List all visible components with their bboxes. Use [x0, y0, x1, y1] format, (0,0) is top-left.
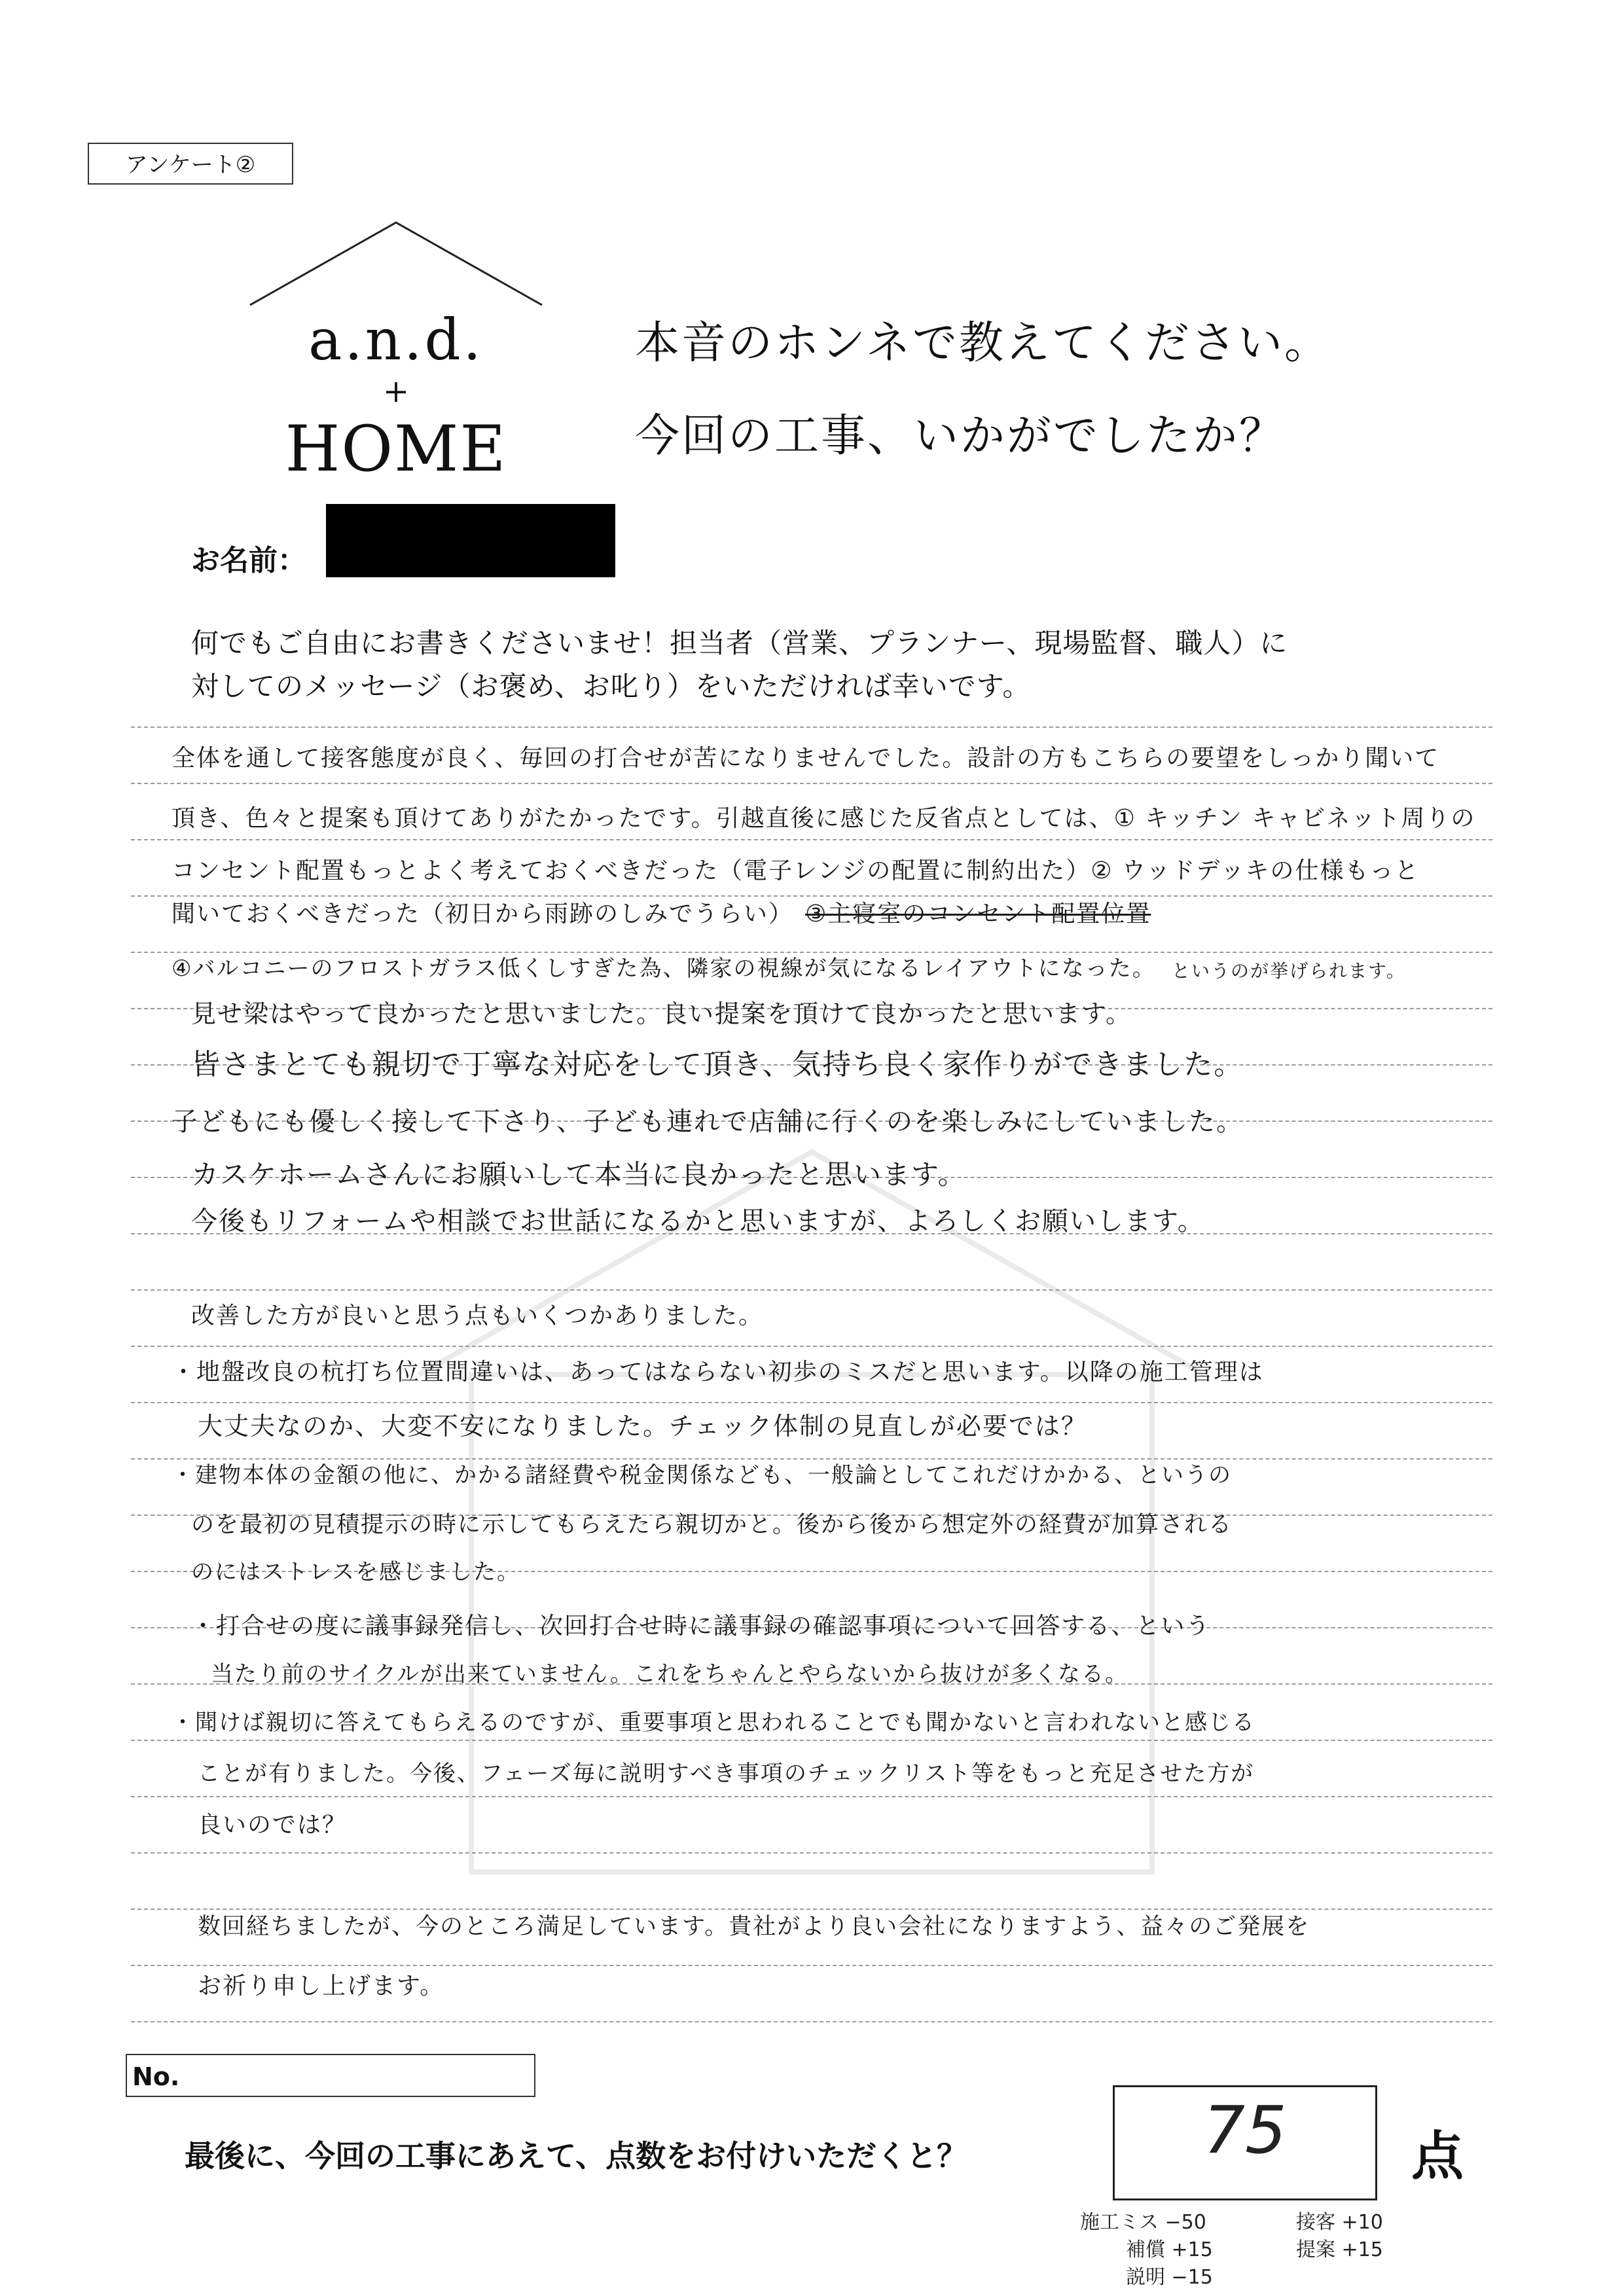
comment-struck-text: ③主寝室のコンセント配置位置: [805, 901, 1151, 927]
ruled-line: [131, 1289, 1492, 1291]
comment-line: コンセント配置もっとよく考えておくべきだった（電子レンジの配置に制約出た）② ウッドデッキの仕様もっと: [171, 857, 1420, 884]
ruled-line: [131, 1402, 1492, 1403]
comment-line: 子どもにも優しく接して下さり、子ども連れで店舗に行くのを楽しみにしていました。: [171, 1107, 1244, 1137]
comment-line: 頂き、色々と提案も頂けてありがたかったです。引越直後に感じた反省点としては、① キッチン キャビネット周りの: [171, 805, 1476, 832]
comment-line: 見せ梁はやって良かったと思いました。良い提案を頂けて良かったと思います。: [191, 999, 1132, 1028]
comment-line: 今後もリフォームや相談でお世話になるかと思いますが、よろしくお願いします。: [191, 1206, 1205, 1236]
comment-line: 聞いておくべきだった（初日から雨跡のしみでうらい）: [171, 901, 794, 927]
score-value: 75: [1203, 2092, 1287, 2168]
comment-line: カスケホームさんにお願いして本当に良かったと思います。: [191, 1158, 967, 1191]
score-unit: 点: [1411, 2126, 1464, 2187]
ruled-line: [131, 726, 1492, 728]
comment-line: 大丈夫なのか、大変不安になりました。チェック体制の見直しが必要では？: [198, 1412, 1087, 1441]
ruled-line: [131, 1852, 1492, 1854]
comment-line: 改善した方が良いと思う点もいくつかありました。: [191, 1302, 764, 1329]
headline-1: 本音のホンネで教えてください。: [635, 317, 1331, 369]
ruled-line: [131, 1346, 1492, 1347]
score-note: 補償 +15: [1126, 2238, 1213, 2261]
ruled-line: [131, 1796, 1492, 1797]
comment-line: 良いのでは？: [198, 1812, 348, 1839]
comment-line: のにはストレスを感じました。: [191, 1559, 520, 1585]
headline-2: 今回の工事、いかがでしたか？: [635, 410, 1286, 462]
score-note: 説明 −15: [1126, 2266, 1213, 2289]
logo-plus: +: [382, 373, 410, 410]
intro-line-2: 対してのメッセージ（お褒め、お叱り）をいただければ幸いです。: [191, 670, 1031, 702]
comment-line: のを最初の見積提示の時に示してもらえたら親切かと。後から後から想定外の経費が加算される: [191, 1512, 1233, 1538]
comment-line: ④バルコニーのフロストガラス低くしすぎた為、隣家の視線が気になるレイアウトになった。: [171, 956, 1156, 982]
final-question: 最後に、今回の工事にあえて、点数をお付けいただくと？: [185, 2138, 967, 2174]
intro-line-1: 何でもご自由にお書きくださいませ！担当者（営業、プランナー、現場監督、職人）に: [191, 627, 1288, 659]
score-note: 接客 +10: [1296, 2211, 1383, 2234]
comment-line: 皆さまとても親切で丁寧な対応をして頂き、気持ち良く家作りができました。: [191, 1048, 1244, 1081]
ruled-line: [131, 839, 1492, 840]
comment-line: ・地盤改良の杭打ち位置間違いは、あってはならない初歩のミスだと思います。以降の施工管理は: [171, 1359, 1264, 1386]
score-note: 提案 +15: [1296, 2238, 1383, 2261]
logo-roof-icon: [249, 219, 543, 310]
comment-line: ・打合せの度に議事録発信し、次回打合せ時に議事録の確認事項について回答する、という: [191, 1613, 1211, 1640]
name-label: お名前：: [191, 544, 306, 577]
comment-line: ことが有りました。今後、フェーズ毎に説明すべき事項のチェックリスト等をもっと充足させた方が: [198, 1761, 1255, 1787]
comment-line: 全体を通して接客態度が良く、毎回の打合せが苦になりませんでした。設計の方もこちらの要望をしっかり聞いて: [171, 745, 1440, 772]
comment-line: ・建物本体の金額の他に、かかる諸経費や税金関係なども、一般論としてこれだけかかる、というの: [171, 1462, 1232, 1488]
comment-line: 当たり前のサイクルが出来ていません。これをちゃんとやらないから抜けが多くなる。: [211, 1661, 1128, 1687]
logo-and: a.n.d.: [308, 308, 484, 373]
comment-line: というのが挙げられます。: [1172, 960, 1406, 982]
logo-home: HOME: [285, 412, 507, 486]
comment-line: ・聞けば親切に答えてもらえるのですが、重要事項と思われることでも聞かないと言われないと感じる: [171, 1710, 1255, 1736]
ruled-line: [131, 1740, 1492, 1741]
score-note: 施工ミス −50: [1080, 2211, 1206, 2234]
comment-line: 数回経ちましたが、今のところ満足しています。貴社がより良い会社になりますよう、益々のご発展を: [198, 1914, 1310, 1940]
ruled-line: [131, 783, 1492, 784]
form-label: アンケート②: [88, 143, 293, 185]
ruled-line: [131, 1965, 1492, 1966]
name-redaction: [326, 504, 615, 577]
number-field[interactable]: No.: [126, 2054, 535, 2097]
comment-line: お祈り申し上げます。: [198, 1973, 445, 2000]
ruled-line: [131, 2021, 1492, 2022]
